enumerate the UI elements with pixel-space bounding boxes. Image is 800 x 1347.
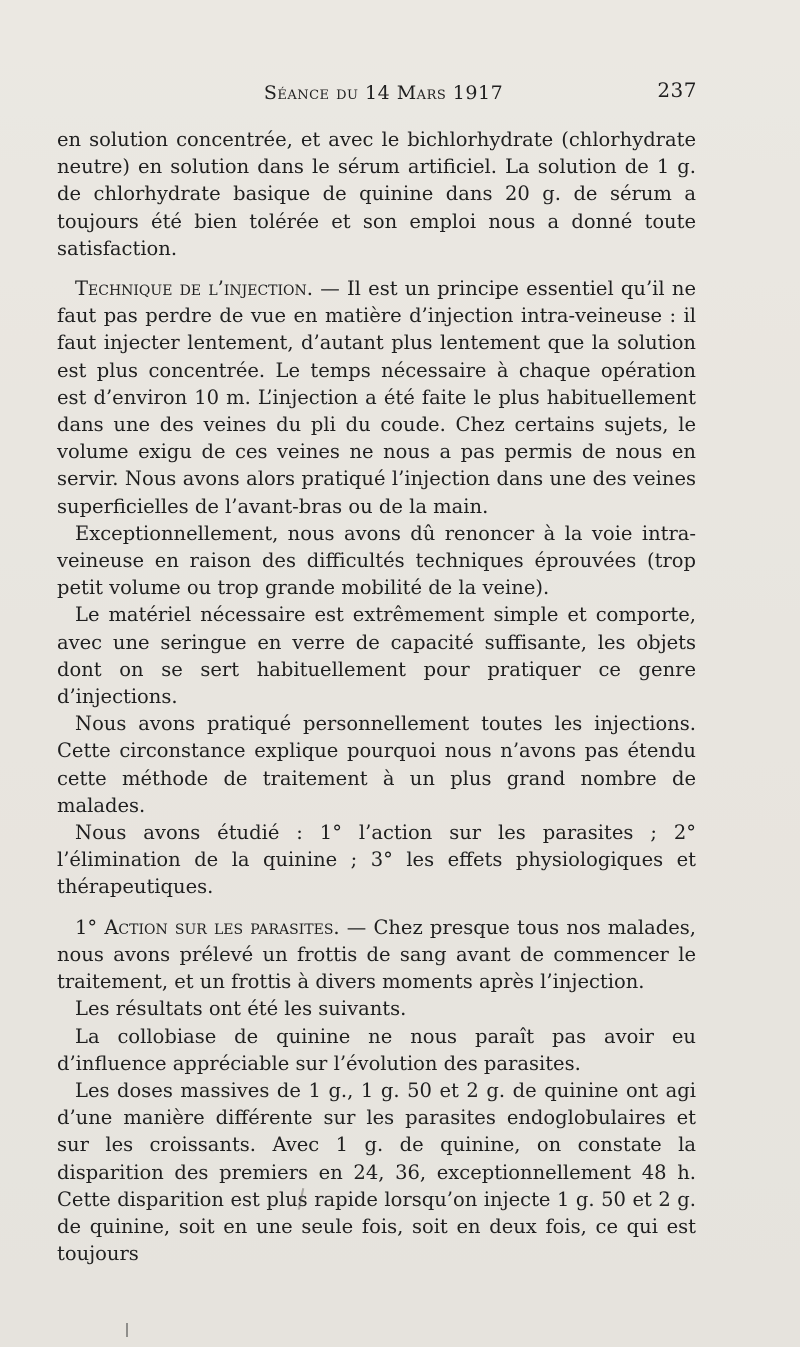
paragraph: [57, 601, 696, 710]
scan-mark: [126, 1323, 128, 1337]
section-heading: 1° Action sur les parasites.: [75, 915, 340, 939]
paragraph: [57, 914, 696, 996]
paragraph-text: en solution concentrée, et avec le bichlorhydrate (chlorhydrate neutre) en solution dans le sérum artificiel. La solution de 1 g. de chlorhydrate basique de quinine dans 20 g. de sérum a toujours été bien tolérée et son emploi nous a donné toute satisfaction.: [57, 128, 696, 260]
running-header: [70, 78, 697, 108]
paragraph-text: — Chez presque tous nos malades, nous avons prélevé un frottis de sang avant de commencer le traitement, et un frottis à divers moments après l’injection.: [57, 915, 696, 994]
paragraph-text: Nous avons pratiqué personnellement toutes les injections. Cette circonstance explique pourquoi nous n’avons pas étendu cette méthode de traitement à un plus grand nombre de malades.: [57, 712, 696, 817]
paragraph-text: Les résultats ont été les suivants.: [75, 997, 407, 1021]
page-number: 237: [657, 78, 697, 102]
paragraph: [57, 1077, 696, 1267]
paragraph: [57, 1023, 696, 1077]
paragraph: [57, 275, 696, 520]
section-heading: Technique de l’injection.: [75, 277, 313, 301]
paragraph-text: Exceptionnellement, nous avons dû renoncer à la voie intra-veineuse en raison des difficultés techniques éprouvées (trop petit volume ou trop grande mobilité de la veine).: [57, 521, 696, 600]
paragraph: [57, 995, 696, 1022]
paragraph-text: Nous avons étudié : 1° l’action sur les parasites ; 2° l’élimination de la quinine ; 3° les effets physiologiques et thérapeutiques.: [57, 821, 696, 899]
paragraph-text: Le matériel nécessaire est extrêmement simple et comporte, avec une seringue en verre de capacité suffisante, les objets dont on se sert habituellement pour pratiquer ce genre d’injections.: [57, 603, 696, 709]
body-text: [57, 126, 696, 1267]
paragraph-text: La collobiase de quinine ne nous paraît pas avoir eu d’influence appréciable sur l’évolution des parasites.: [57, 1024, 696, 1075]
paragraph: [57, 126, 696, 262]
paragraph: [57, 520, 696, 602]
paragraph-text: Les doses massives de 1 g., 1 g. 50 et 2 g. de quinine ont agi d’une manière différente sur les parasites endoglobulaires et sur les croissants. Avec 1 g. de quinine, on constate la disparition des premiers en 24, 36, exceptionnellement 48 h. Cette disparition est plus rapide lorsqu’on injecte 1 g. 50 et 2 g. de quinine, soit en une seule fois, soit en deux fois, ce qui est toujours: [57, 1078, 696, 1266]
paragraph: [57, 710, 696, 819]
paragraph-text: — Il est un principe essentiel qu’il ne faut pas perdre de vue en matière d’injection intra-veineuse : il faut injecter lentement, d’autant plus lentement que la solution est plus concentrée. Le temps nécessaire à chaque opération est d’environ 10 m. L’injection a été faite le plus habituellement dans une des veines du pli du coude. Chez certains sujets, le volume exigu de ces veines ne nous a pas permis de nous en servir. Nous avons alors pratiqué l’injection dans une des veines superficielles de l’avant-bras ou de la main.: [57, 277, 696, 518]
paragraph: [57, 819, 696, 901]
header-title: Séance du 14 Mars 1917: [263, 82, 504, 104]
